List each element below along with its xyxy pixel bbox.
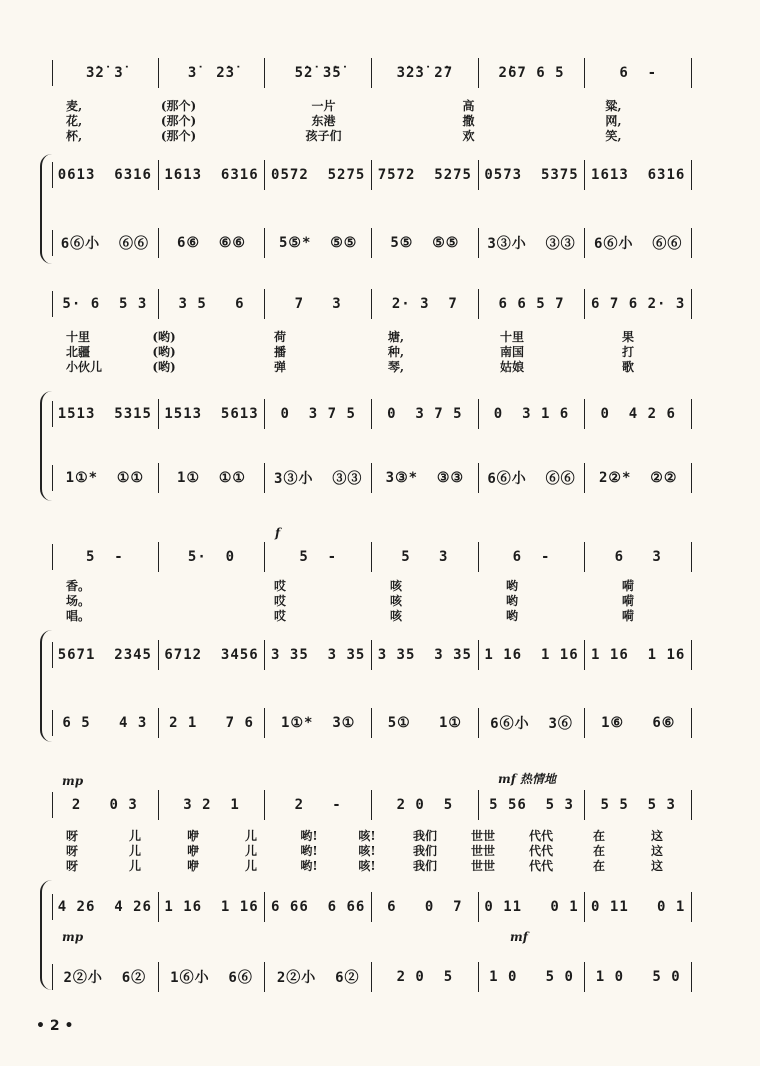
accompaniment-brace xyxy=(40,880,52,990)
melody-staff: 2 0 3 3 2 1 2 - 2 0 5 5 56 5 3 5 5 5 3 xyxy=(52,790,692,820)
lyric-line: 十里 (哟) 荷 塘, 十里 果 xyxy=(66,329,634,344)
lyric-line: 唱。 哎 咳 哟 嗬 xyxy=(66,608,634,623)
lyric-line: 杯, (那个) 孩子们 欢 笑, xyxy=(66,128,622,143)
dynamic-marking: mp xyxy=(62,930,84,944)
accompaniment-brace xyxy=(40,391,52,501)
measure: 3̇2̇3̇ 2̇7 xyxy=(372,58,479,88)
upper-accompaniment: 5671 2345 6712 3456 3 35 3 35 3 35 3 35 1 16 1 16 1 16 1 16 xyxy=(52,640,692,670)
lower-accompaniment: 1①* ①① 1① ①① 3③小 ③③ 3③* ③③ 6⑥小 ⑥⑥ 2②* ②② xyxy=(52,463,692,493)
dynamic-marking: mf xyxy=(510,930,528,944)
melody-staff xyxy=(52,58,692,88)
dynamic-marking: mp xyxy=(62,774,84,788)
melody-staff: 5· 6 5 3 3 5 6 7 3 2· 3 7 6 6 5 7 6 7 6 2· 3 xyxy=(52,289,692,319)
lyric-line: 香。 哎 咳 哟 嗬 xyxy=(66,578,634,593)
measure: 5̇2̇ 3̇5̇ xyxy=(265,58,372,88)
expression-marking: mf 热情地 xyxy=(498,772,557,786)
lower-accompaniment: 2②小 6② 1⑥小 6⑥ 2②小 6② 2 0 5 1 0 5 0 1 0 5 0 xyxy=(52,962,692,992)
lyric-line: 场。 哎 咳 哟 嗬 xyxy=(66,593,634,608)
lower-accompaniment: 6 5 4 3 2 1 7 6 1①* 3① 5① 1① 6⑥小 3⑥ 1⑥ 6⑥ xyxy=(52,708,692,738)
measure: 3̇ 2̇3̇ xyxy=(159,58,266,88)
lyric-line: 麦, (那个) 一片 高 粱, xyxy=(66,98,622,113)
lyric-line: 呀 儿 咿 儿 哟! 咳! 我们 世世 代代 在 这 xyxy=(66,858,663,873)
lyric-line: 呀 儿 咿 儿 哟! 咳! 我们 世世 代代 在 这 xyxy=(66,843,663,858)
page-number: • 2 • xyxy=(36,1018,74,1034)
measure: 2̇67 6 5 xyxy=(479,58,586,88)
lyric-line: 小伙儿 (哟) 弹 琴, 姑娘 歌 xyxy=(66,359,634,374)
accompaniment-brace xyxy=(40,154,52,264)
upper-accompaniment: 4 26 4 26 1 16 1 16 6 66 6 66 6 0 7 0 11 0 1 0 11 0 1 xyxy=(52,892,692,922)
melody-staff: 5 - 5· 0 5 - 5 3 6 - 6 3 xyxy=(52,542,692,572)
measure: 6 - xyxy=(585,58,692,88)
upper-accompaniment: 0613 6316 1613 6316 0572 5275 7572 5275 0573 5375 1613 6316 xyxy=(52,160,692,190)
lyric-line: 北疆 (哟) 播 种, 南国 打 xyxy=(66,344,634,359)
measure: 3̇2̇ 3̇ xyxy=(52,58,159,88)
lyric-line: 花, (那个) 东港 撒 网, xyxy=(66,113,622,128)
lyric-line: 呀 儿 咿 儿 哟! 咳! 我们 世世 代代 在 这 xyxy=(66,828,663,843)
accompaniment-brace xyxy=(40,630,52,742)
upper-accompaniment: 1513 5315 1513 5613 0 3 7 5 0 3 7 5 0 3 1 6 0 4 2 6 xyxy=(52,399,692,429)
dynamic-marking: f xyxy=(275,526,281,540)
lower-accompaniment: 6⑥小 ⑥⑥ 6⑥ ⑥⑥ 5⑤* ⑤⑤ 5⑤ ⑤⑤ 3③小 ③③ 6⑥小 ⑥⑥ xyxy=(52,228,692,258)
